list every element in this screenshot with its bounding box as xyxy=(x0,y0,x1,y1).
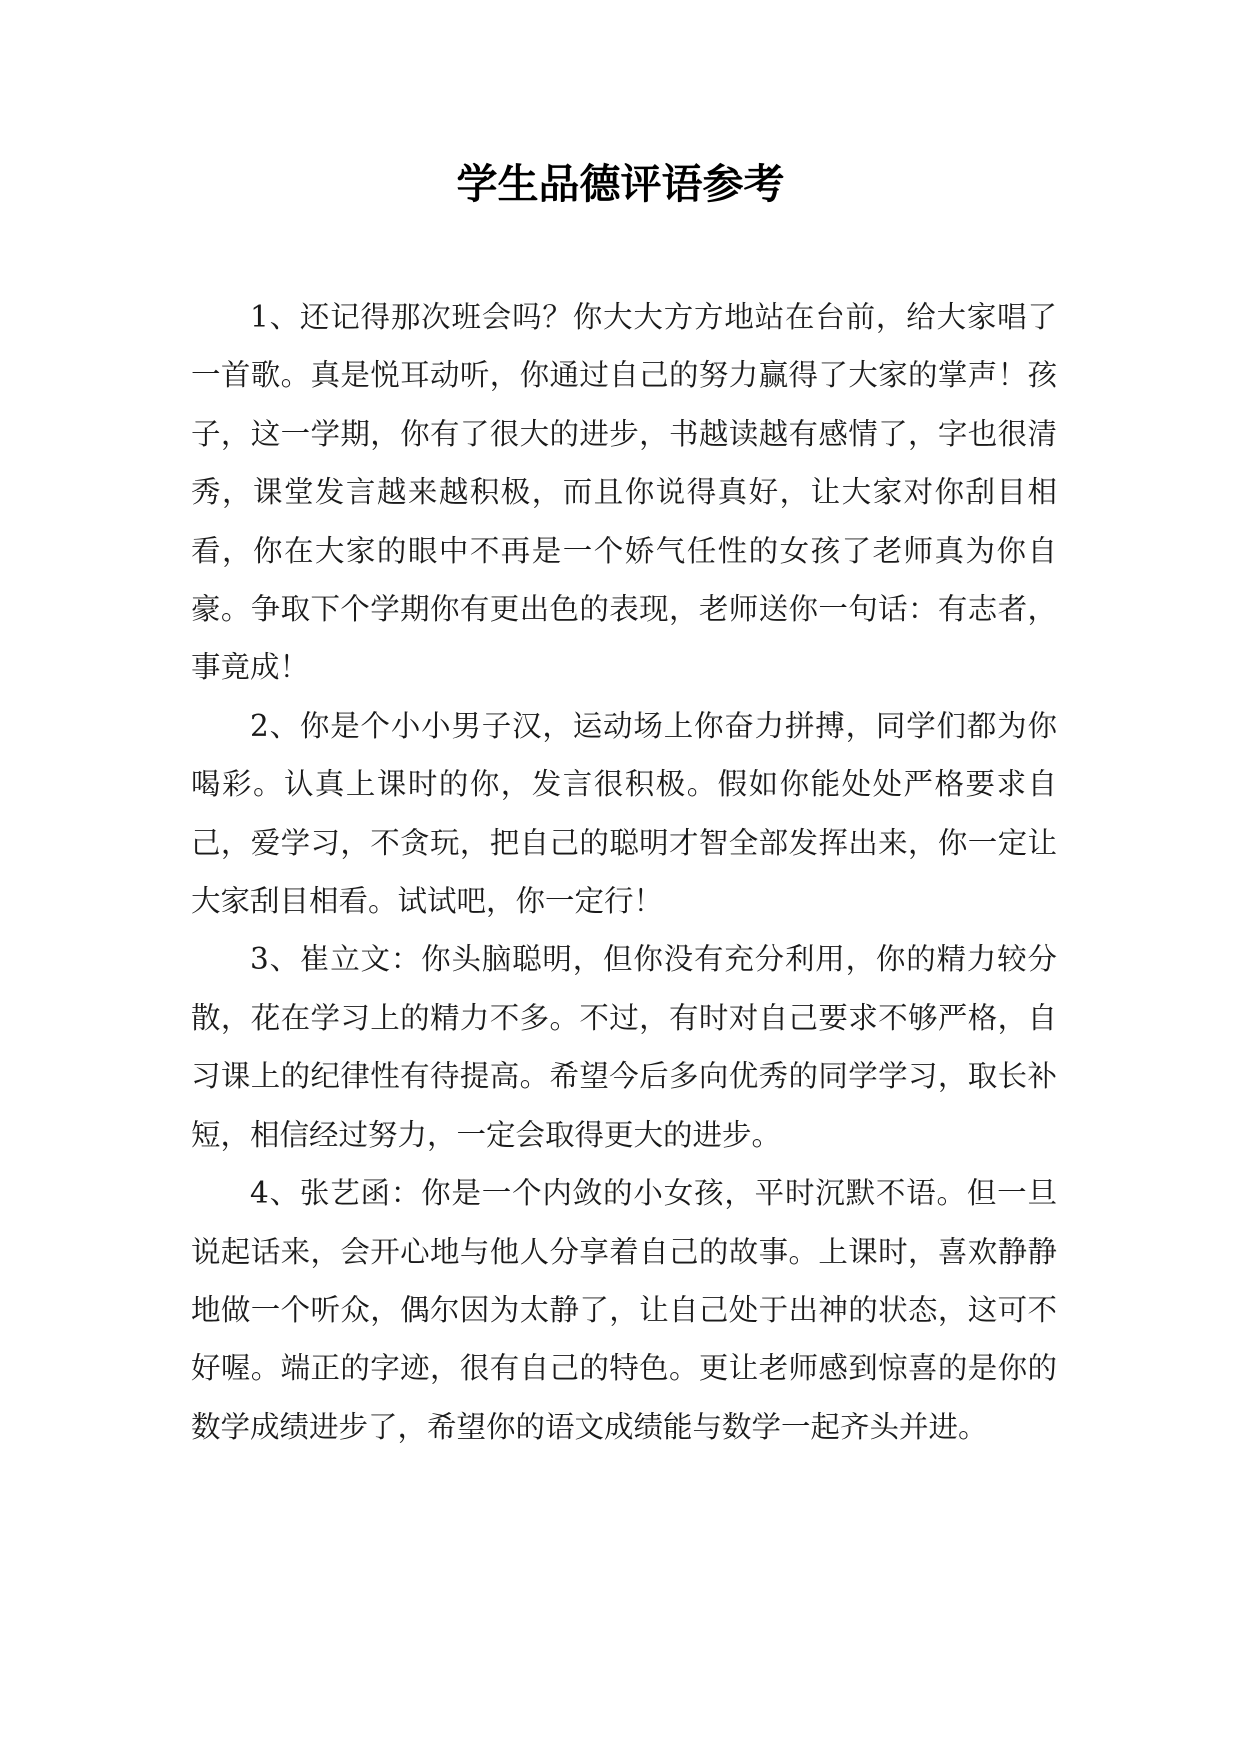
comment-paragraph-2: 2、你是个小小男子汉，运动场上你奋力拼搏，同学们都为你喝彩。认真上课时的你，发言很积极。假如你能处处严格要求自己，爱学习，不贪玩，把自己的聪明才智全部发挥出来，你一定让大家刮目相看。试试吧，你一定行！ xyxy=(191,708,1057,919)
comment-paragraph-3: 3、崔立文：你头脑聪明，但你没有充分利用，你的精力较分散，花在学习上的精力不多。不过，有时对自己要求不够严格，自习课上的纪律性有待提高。希望今后多向优秀的同学学习，取长补短，相信经过努力，一定会取得更大的进步。 xyxy=(191,942,1057,1152)
document-body xyxy=(191,288,1057,1456)
comment-paragraph-1: 1、还记得那次班会吗？你大大方方地站在台前，给大家唱了一首歌。真是悦耳动听，你通过自己的努力赢得了大家的掌声！孩子，这一学期，你有了很大的进步，书越读越有感情了，字也很清秀，课堂发言越来越积极，而且你说得真好，让大家对你刮目相看，你在大家的眼中不再是一个娇气任性的女孩了老师真为你自豪。争取下个学期你有更出色的表现，老师送你一句话：有志者，事竟成！ xyxy=(191,300,1057,685)
comment-paragraph-4: 4、张艺函：你是一个内敛的小女孩，平时沉默不语。但一旦说起话来，会开心地与他人分享着自己的故事。上课时，喜欢静静地做一个听众，偶尔因为太静了，让自己处于出神的状态，这可不好喔。端正的字迹，很有自己的特色。更让老师感到惊喜的是你的数学成绩进步了，希望你的语文成绩能与数学一起齐头并进。 xyxy=(191,1176,1057,1444)
document-title: 学生品德评语参考 xyxy=(456,160,785,208)
